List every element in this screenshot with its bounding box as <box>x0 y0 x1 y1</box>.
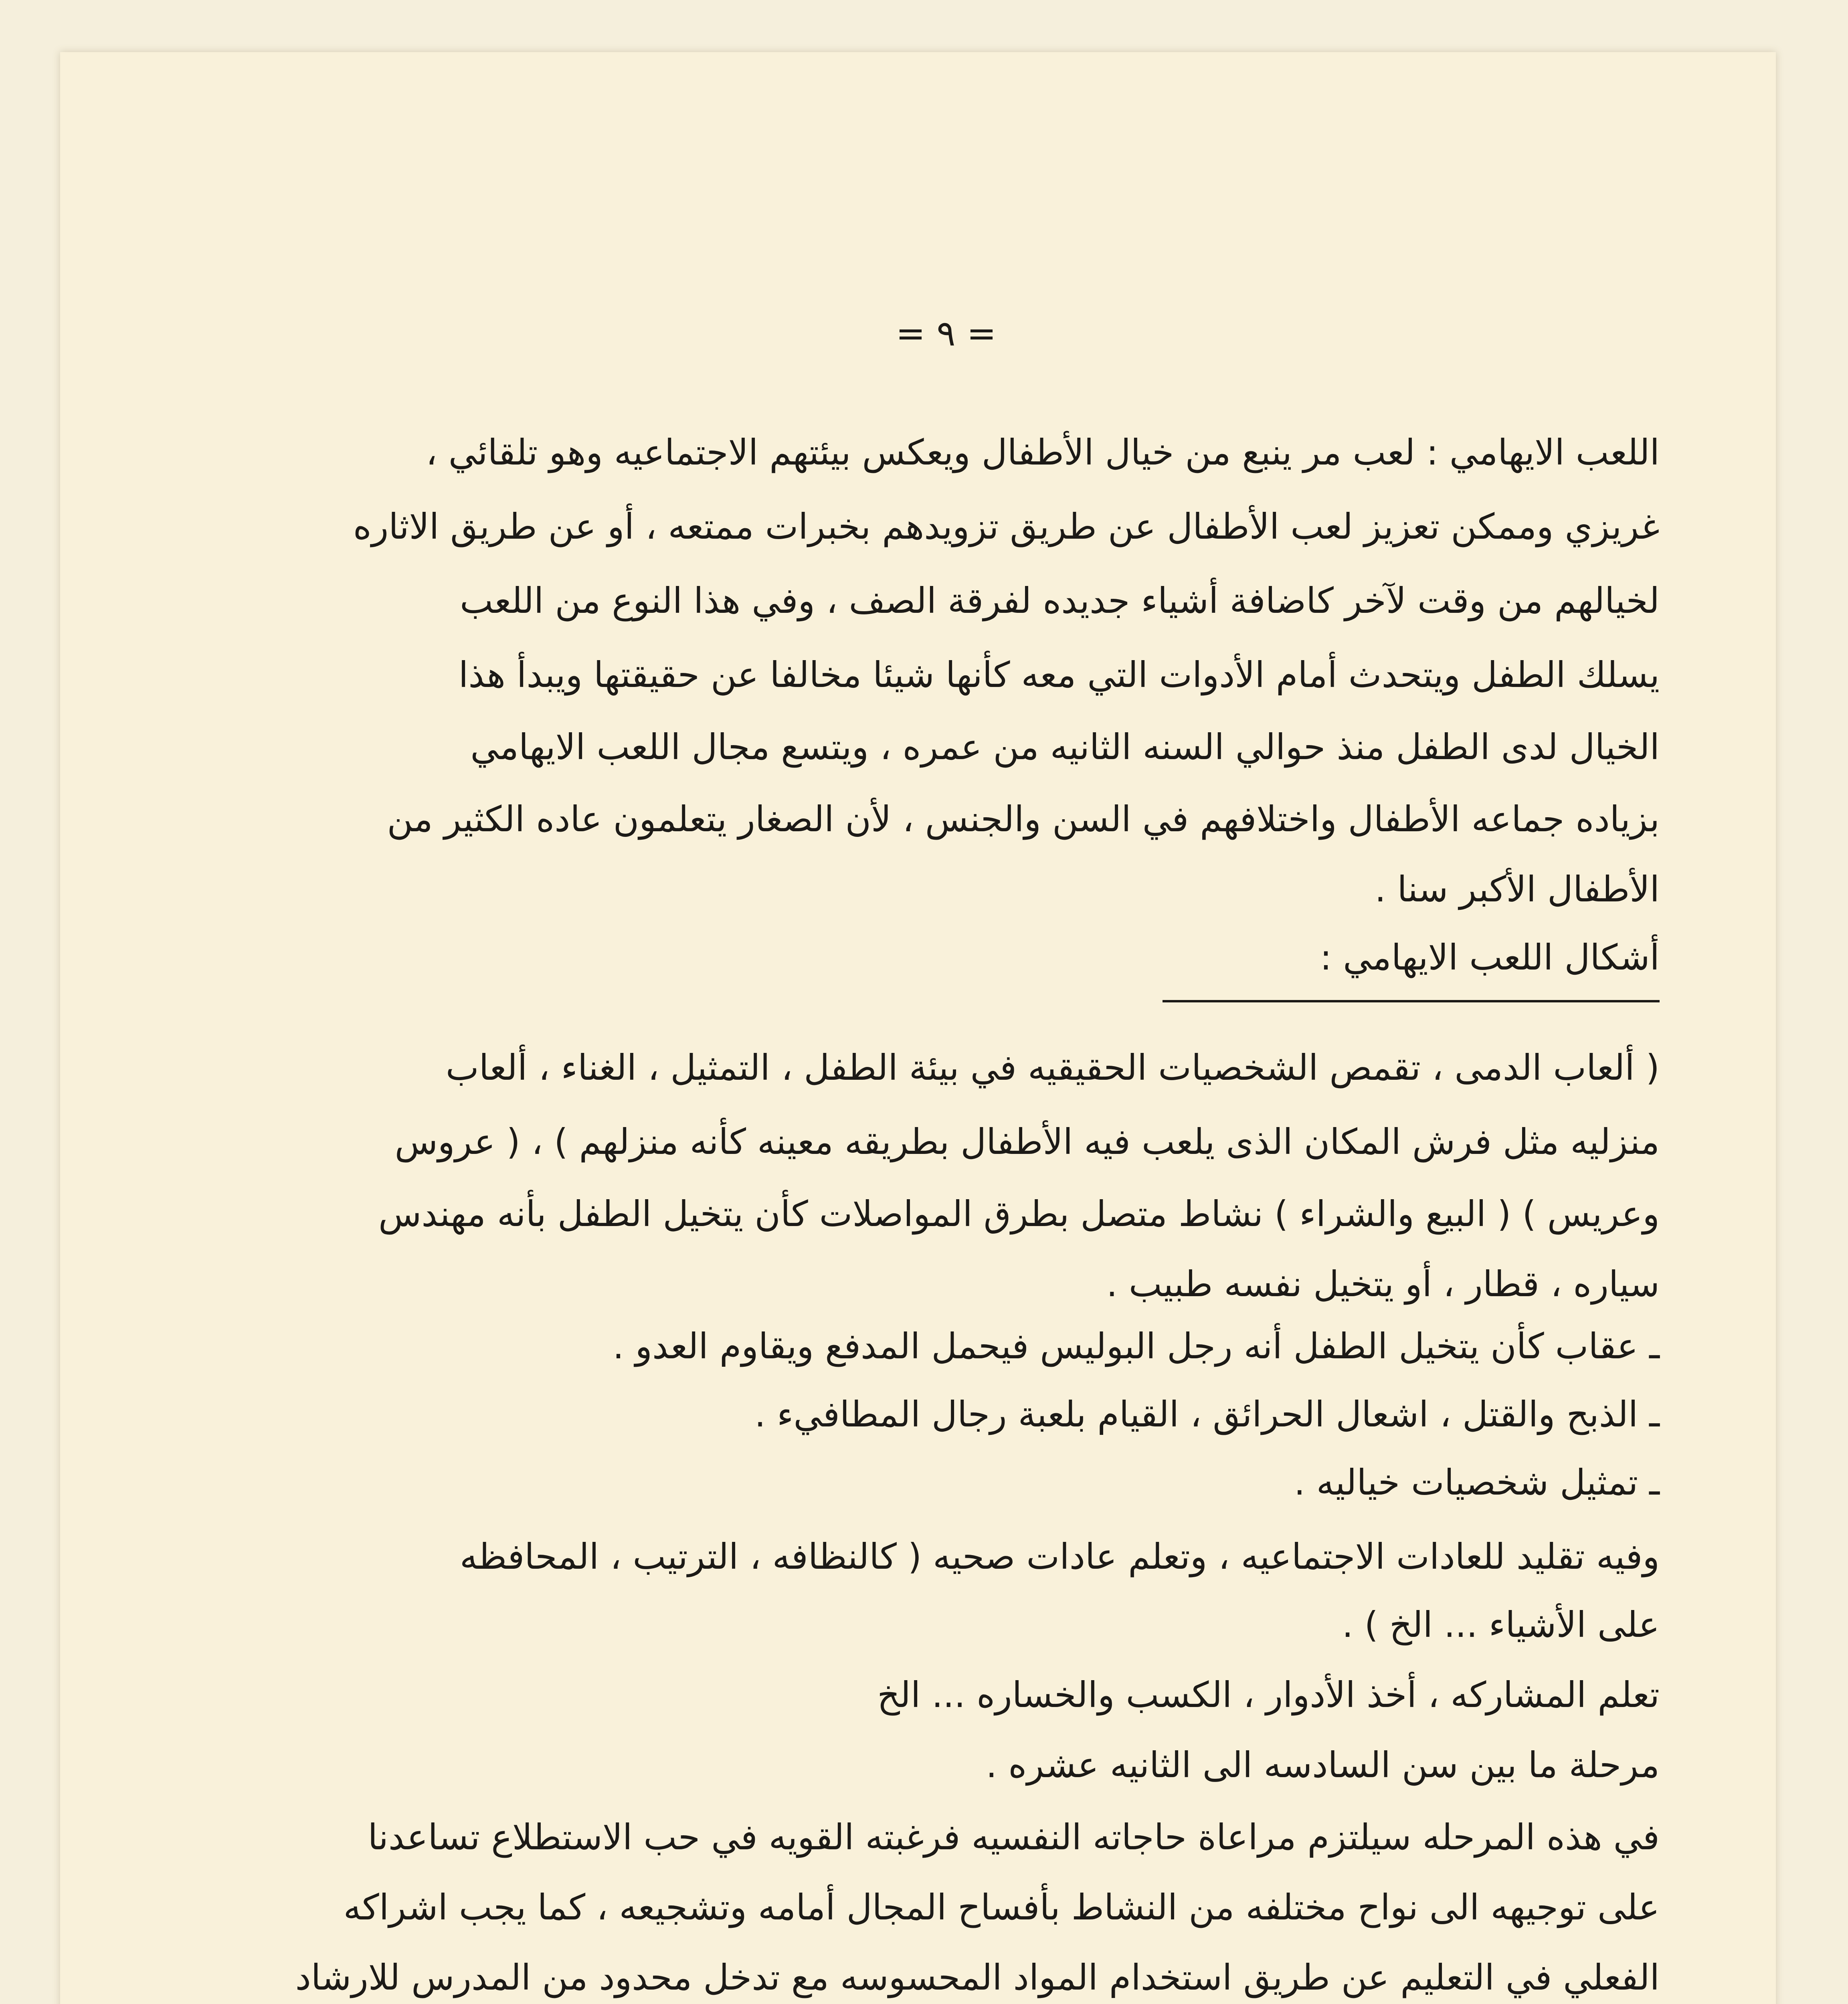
text-line: ( ألعاب الدمى ، تقمص الشخصيات الحقيقيه في بيئة الطفل ، التمثيل ، الغناء ، ألعاب <box>445 1047 1660 1088</box>
text-line: يسلك الطفل ويتحدث أمام الأدوات التي معه كأنها شيئا مخالفا عن حقيقتها ويبدأ هذا <box>458 654 1660 695</box>
text-line: اللعب الايهامي : لعب مر ينبع من خيال الأطفال ويعكس بيئتهم الاجتماعيه وهو تلقائي ، <box>426 432 1660 473</box>
text-line: على الأشياء ... الخ ) . <box>1342 1604 1660 1645</box>
text-line: الفعلي في التعليم عن طريق استخدام المواد المحسوسه مع تدخل محدود من المدرس للارشاد <box>295 1957 1660 1998</box>
text-line: غريزي وممكن تعزيز لعب الأطفال عن طريق تزويدهم بخبرات ممتعه ، أو عن طريق الاثاره <box>353 506 1660 547</box>
list-item: ـ الذبح والقتل ، اشعال الحرائق ، القيام بلعبة رجال المطافيء . <box>754 1394 1660 1435</box>
text-line: وفيه تقليد للعادات الاجتماعيه ، وتعلم عادات صحيه ( كالنظافه ، الترتيب ، المحافظه <box>459 1536 1660 1577</box>
text-line: وعريس ) ( البيع والشراء ) نشاط متصل بطرق المواصلات كأن يتخيل الطفل بأنه مهندس <box>378 1193 1660 1234</box>
text-line: الخيال لدى الطفل منذ حوالي السنه الثانيه من عمره ، ويتسع مجال اللعب الايهامي <box>470 726 1660 768</box>
text-line: منزليه مثل فرش المكان الذى يلعب فيه الأطفال بطريقه معينه كأنه منزلهم ) ، ( عروس <box>394 1121 1660 1162</box>
text-line: سياره ، قطار ، أو يتخيل نفسه طبيب . <box>1106 1263 1660 1305</box>
stage-heading: مرحلة ما بين سن السادسه الى الثانيه عشره . <box>986 1744 1660 1786</box>
text-line: تعلم المشاركه ، أخذ الأدوار ، الكسب والخساره ... الخ <box>877 1674 1660 1715</box>
heading-underline <box>1163 1000 1660 1002</box>
text-line: في هذه المرحله سيلتزم مراعاة حاجاته النفسيه فرغبته القويه في حب الاستطلاع تساعدنا <box>368 1816 1660 1858</box>
text-line: على توجيهه الى نواح مختلفه من النشاط بأفساح المجال أمامه وتشجيعه ، كما يجب اشراكه <box>343 1887 1660 1928</box>
text-line: الأطفال الأكبر سنا . <box>1375 869 1660 910</box>
list-item: ـ تمثيل شخصيات خياليه . <box>1294 1462 1660 1503</box>
section-heading: أشكال اللعب الايهامي : <box>1320 937 1660 978</box>
list-item: ـ عقاب كأن يتخيل الطفل أنه رجل البوليس فيحمل المدفع ويقاوم العدو . <box>613 1325 1660 1367</box>
page-number: = ٩ = <box>896 313 997 354</box>
text-line: لخيالهم من وقت لآخر كاضافة أشياء جديده لفرقة الصف ، وفي هذا النوع من اللعب <box>460 580 1660 621</box>
text-line: بزياده جماعه الأطفال واختلافهم في السن والجنس ، لأن الصغار يتعلمون عاده الكثير من <box>387 798 1660 840</box>
